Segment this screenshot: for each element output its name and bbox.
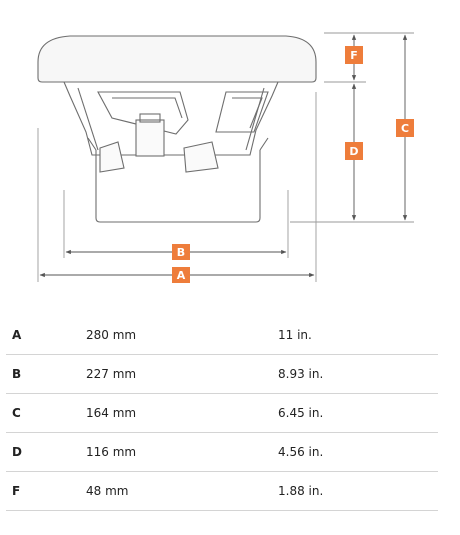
dimension-mm: 280 mm bbox=[86, 316, 278, 355]
dimension-letter: A bbox=[6, 316, 86, 355]
dimension-inches: 11 in. bbox=[278, 316, 438, 355]
label-a: A bbox=[176, 269, 186, 282]
dimension-inches: 8.93 in. bbox=[278, 355, 438, 394]
speaker-outline bbox=[38, 36, 316, 222]
speaker-grille bbox=[38, 36, 316, 82]
dimension-table bbox=[6, 316, 438, 511]
dimension-inches: 6.45 in. bbox=[278, 394, 438, 433]
table-row bbox=[6, 433, 438, 472]
dimension-mm: 164 mm bbox=[86, 394, 278, 433]
table-row bbox=[6, 316, 438, 355]
bumper-right bbox=[184, 142, 218, 172]
terminal-block bbox=[136, 120, 164, 156]
dimension-letter: F bbox=[6, 472, 86, 511]
dimension-mm: 48 mm bbox=[86, 472, 278, 511]
dimension-mm: 227 mm bbox=[86, 355, 278, 394]
dimension-letter: B bbox=[6, 355, 86, 394]
dimension-inches: 1.88 in. bbox=[278, 472, 438, 511]
dimension-inches: 4.56 in. bbox=[278, 433, 438, 472]
dimension-letter: C bbox=[6, 394, 86, 433]
label-c: C bbox=[400, 122, 410, 135]
table-row bbox=[6, 394, 438, 433]
label-f: F bbox=[350, 49, 358, 62]
dimension-letter: D bbox=[6, 433, 86, 472]
label-b: B bbox=[176, 246, 186, 259]
label-d: D bbox=[349, 145, 359, 158]
dimension-mm: 116 mm bbox=[86, 433, 278, 472]
table-row bbox=[6, 355, 438, 394]
table-row bbox=[6, 472, 438, 511]
bumper-left bbox=[100, 142, 124, 172]
